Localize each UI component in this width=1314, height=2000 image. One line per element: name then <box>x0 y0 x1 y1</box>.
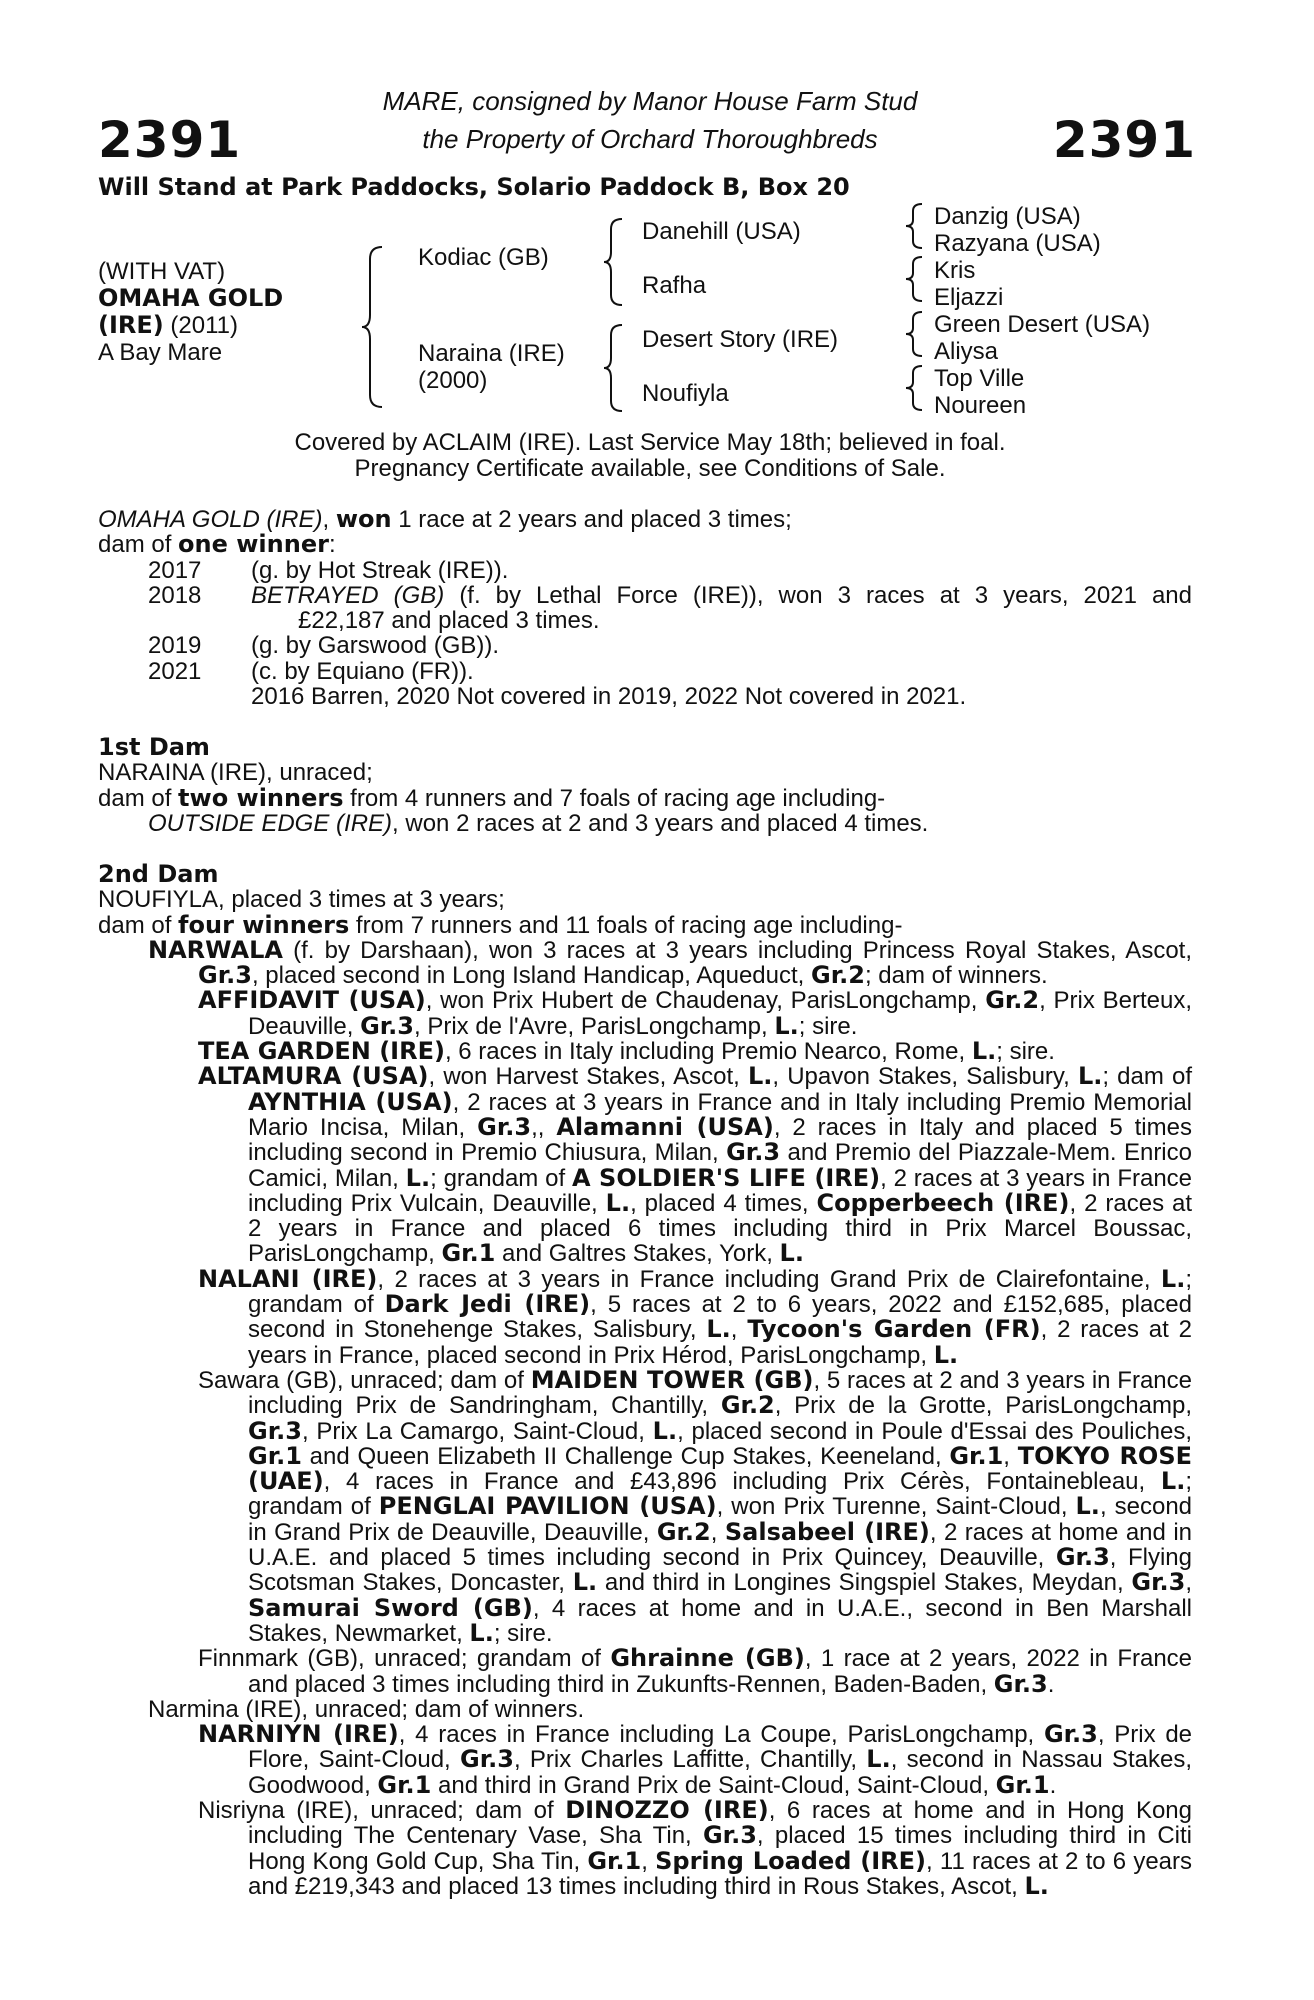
pedigree-sire: Kodiac (GB) <box>418 244 549 271</box>
second-dam-line-1: NOUFIYLA, placed 3 times at 3 years; <box>98 886 505 914</box>
produce-record <box>98 507 1192 709</box>
entry-tea-garden: TEA GARDEN (IRE), 6 races in Italy including Premio Nearco, Rome, L.; sire. <box>198 1037 1055 1066</box>
entry-narmina: Narmina (IRE), unraced; dam of winners. <box>148 1695 585 1723</box>
pedigree-dam-sire: Desert Story (IRE) <box>642 326 839 353</box>
first-dam-heading: 1st Dam <box>98 733 210 761</box>
pedigree-brace-2 <box>904 255 926 303</box>
pedigree-dsd: Aliysa <box>934 338 999 365</box>
horse-country: (IRE) <box>98 311 164 339</box>
covering-line-1: Covered by ACLAIM (IRE). Last Service May 18th; believed in foal. <box>294 429 1006 456</box>
first-dam-line-2: dam of two winners from 4 runners and 7 foals of racing age including- <box>98 783 886 812</box>
produce-row-2019: 2019 (g. by Garswood (GB)). <box>148 632 500 660</box>
horse-name-line <box>98 285 283 312</box>
produce-intro: OMAHA GOLD (IRE), won 1 race at 2 years and placed 3 times; <box>98 505 792 533</box>
first-dam-outside-edge: OUTSIDE EDGE (IRE), won 2 races at 2 and 3 years and placed 4 times. <box>148 809 929 837</box>
produce-row-2018: 2018 BETRAYED (GB) (f. by Lethal Force (IRE)), won 3 races at 3 years, 2021 and £22,187 and placed 3 times. <box>148 581 1192 635</box>
pedigree-sire-dam: Rafha <box>642 272 707 299</box>
pedigree-dam-dam: Noufiyla <box>642 380 729 407</box>
pedigree-sss: Danzig (USA) <box>934 203 1081 230</box>
lot-number-left: 2391 <box>98 111 242 169</box>
lot-number-right: 2391 <box>1052 111 1196 169</box>
produce-dam-of: dam of one winner: <box>98 530 336 559</box>
second-dam-heading: 2nd Dam <box>98 860 219 888</box>
entry-narniyn: NARNIYN (IRE), 4 races in France including La Coupe, ParisLongchamp, Gr.3, Prix de Flore, Saint-Cloud, Gr.3, Prix Charles Laffitte, Chantilly, L., second in Nassau Stakes, Goodwood, Gr.1 and third in Grand Prix de Saint-Cloud, Saint-Cloud, Gr.1. <box>198 1720 1193 1799</box>
horse-name: OMAHA GOLD <box>98 284 284 312</box>
second-dam-section <box>98 862 1192 1899</box>
produce-row-2021: 2021 (c. by Equiano (FR)). <box>148 657 474 685</box>
pedigree-brace-3 <box>904 310 926 358</box>
pedigree-brace-main <box>360 245 386 410</box>
entry-affidavit: AFFIDAVIT (USA), won Prix Hubert de Chaudenay, ParisLongchamp, Gr.2, Prix Berteux, Deauville, Gr.3, Prix de l'Avre, ParisLongchamp, L.; sire. <box>198 986 1192 1040</box>
first-dam-section <box>98 735 1192 836</box>
stand-location: Will Stand at Park Paddocks, Solario Paddock B, Box 20 <box>98 173 850 201</box>
horse-country-year <box>98 312 238 339</box>
entry-nalani: NALANI (IRE), 2 races at 3 years in France including Grand Prix de Clairefontaine, L.; grandam of Dark Jedi (IRE), 5 races at 2 to 6 years, 2022 and £152,685, placed second in Stonehenge Stakes, Salisbury, L., Tycoon's Garden (FR), 2 races at 2 years in France, placed second in Prix Hérod, ParisLongchamp, L. <box>198 1264 1192 1369</box>
horse-year: (2011) <box>170 312 239 339</box>
pedigree-sds: Kris <box>934 257 976 284</box>
pedigree-brace-dam <box>602 323 626 413</box>
pedigree-sire-sire: Danehill (USA) <box>642 218 801 245</box>
pedigree-dam: Naraina (IRE) <box>418 340 565 367</box>
vat-label: (WITH VAT) <box>98 258 226 285</box>
pedigree-dam-year: (2000) <box>418 367 488 394</box>
pedigree-dss: Green Desert (USA) <box>934 311 1151 338</box>
entry-sawara: Sawara (GB), unraced; dam of MAIDEN TOWER (GB), 5 races at 2 and 3 years in France including Prix de Sandringham, Chantilly, Gr.2, Prix de la Grotte, ParisLongchamp, Gr.3, Prix La Camargo, Saint-Cloud, L., placed second in Poule d'Essai des Pouliches, Gr.1 and Queen Elizabeth II Challenge Cup Stakes, Keeneland, Gr.1, TOKYO ROSE (UAE), 4 races in France and £43,896 including Prix Cérès, Fontainebleau, L.; grandam of PENGLAI PAVILION (USA), won Prix Turenne, Saint-Cloud, L., second in Grand Prix de Deauville, Deauville, Gr.2, Salsabeel (IRE), 2 races at home and in U.A.E. and placed 5 times including second in Prix Quincey, Deauville, Gr.3, Flying Scotsman Stakes, Doncaster, L. and third in Longines Singspiel Stakes, Meydan, Gr.3, Samurai Sword (GB), 4 races at home and in U.A.E., second in Ben Marshall Stakes, Newmarket, L.; sire. <box>198 1365 1193 1647</box>
entry-altamura: ALTAMURA (USA), won Harvest Stakes, Ascot, L., Upavon Stakes, Salisbury, L.; dam of AYNTHIA (USA), 2 races at 3 years in France and in Italy including Premio Memorial Mario Incisa, Milan, Gr.3,, Alamanni (USA), 2 races in Italy and placed 5 times including second in Premio Chiusura, Milan, Gr.3 and Premio del Piazzale-Mem. Enrico Camici, Milan, L.; grandam of A SOLDIER'S LIFE (IRE), 2 races at 3 years in France including Prix Vulcain, Deauville, L., placed 4 times, Copperbeech (IRE), 2 races at 2 years in France and placed 6 times including third in Prix Marcel Boussac, ParisLongchamp, Gr.1 and Galtres Stakes, York, L. <box>198 1062 1193 1268</box>
entry-nisriyna: Nisriyna (IRE), unraced; dam of DINOZZO (IRE), 6 races at home and in Hong Kong including The Centenary Vase, Sha Tin, Gr.3, placed 15 times including third in Citi Hong Kong Gold Cup, Sha Tin, Gr.1, Spring Loaded (IRE), 11 races at 2 to 6 years and £219,343 and placed 13 times including third in Rous Stakes, Ascot, L. <box>198 1795 1193 1900</box>
consignor-block <box>300 82 1000 158</box>
pedigree-brace-4 <box>904 364 926 412</box>
second-dam-line-2: dam of four winners from 7 runners and 11 foals of racing age including- <box>98 910 903 939</box>
pedigree-ssd: Razyana (USA) <box>934 230 1101 257</box>
first-dam-line-1: NARAINA (IRE), unraced; <box>98 759 373 787</box>
consign-line-1: MARE, consigned by Manor House Farm Stud <box>382 86 918 116</box>
covering-line-2: Pregnancy Certificate available, see Conditions of Sale. <box>354 455 946 482</box>
covering-info <box>100 430 1200 482</box>
pedigree-dds: Top Ville <box>934 365 1025 392</box>
pedigree-brace-1 <box>904 202 926 250</box>
pedigree-brace-sire <box>602 217 626 307</box>
pedigree-sdd: Eljazzi <box>934 284 1004 311</box>
produce-barren-note: 2016 Barren, 2020 Not covered in 2019, 2022 Not covered in 2021. <box>251 683 967 711</box>
entry-finnmark: Finnmark (GB), unraced; grandam of Ghrainne (GB), 1 race at 2 years, 2022 in France and placed 3 times including third in Zukunfts-Rennen, Baden-Baden, Gr.3. <box>198 1644 1193 1698</box>
pedigree-ddd: Noureen <box>934 392 1027 419</box>
entry-narwala: NARWALA (f. by Darshaan), won 3 races at 3 years including Princess Royal Stakes, Ascot, Gr.3, placed second in Long Island Handicap, Aqueduct, Gr.2; dam of winners. <box>148 935 1192 990</box>
horse-description: A Bay Mare <box>98 339 223 366</box>
produce-row-2017: 2017 (g. by Hot Streak (IRE)). <box>148 556 509 584</box>
consign-line-2: the Property of Orchard Thoroughbreds <box>422 124 878 154</box>
